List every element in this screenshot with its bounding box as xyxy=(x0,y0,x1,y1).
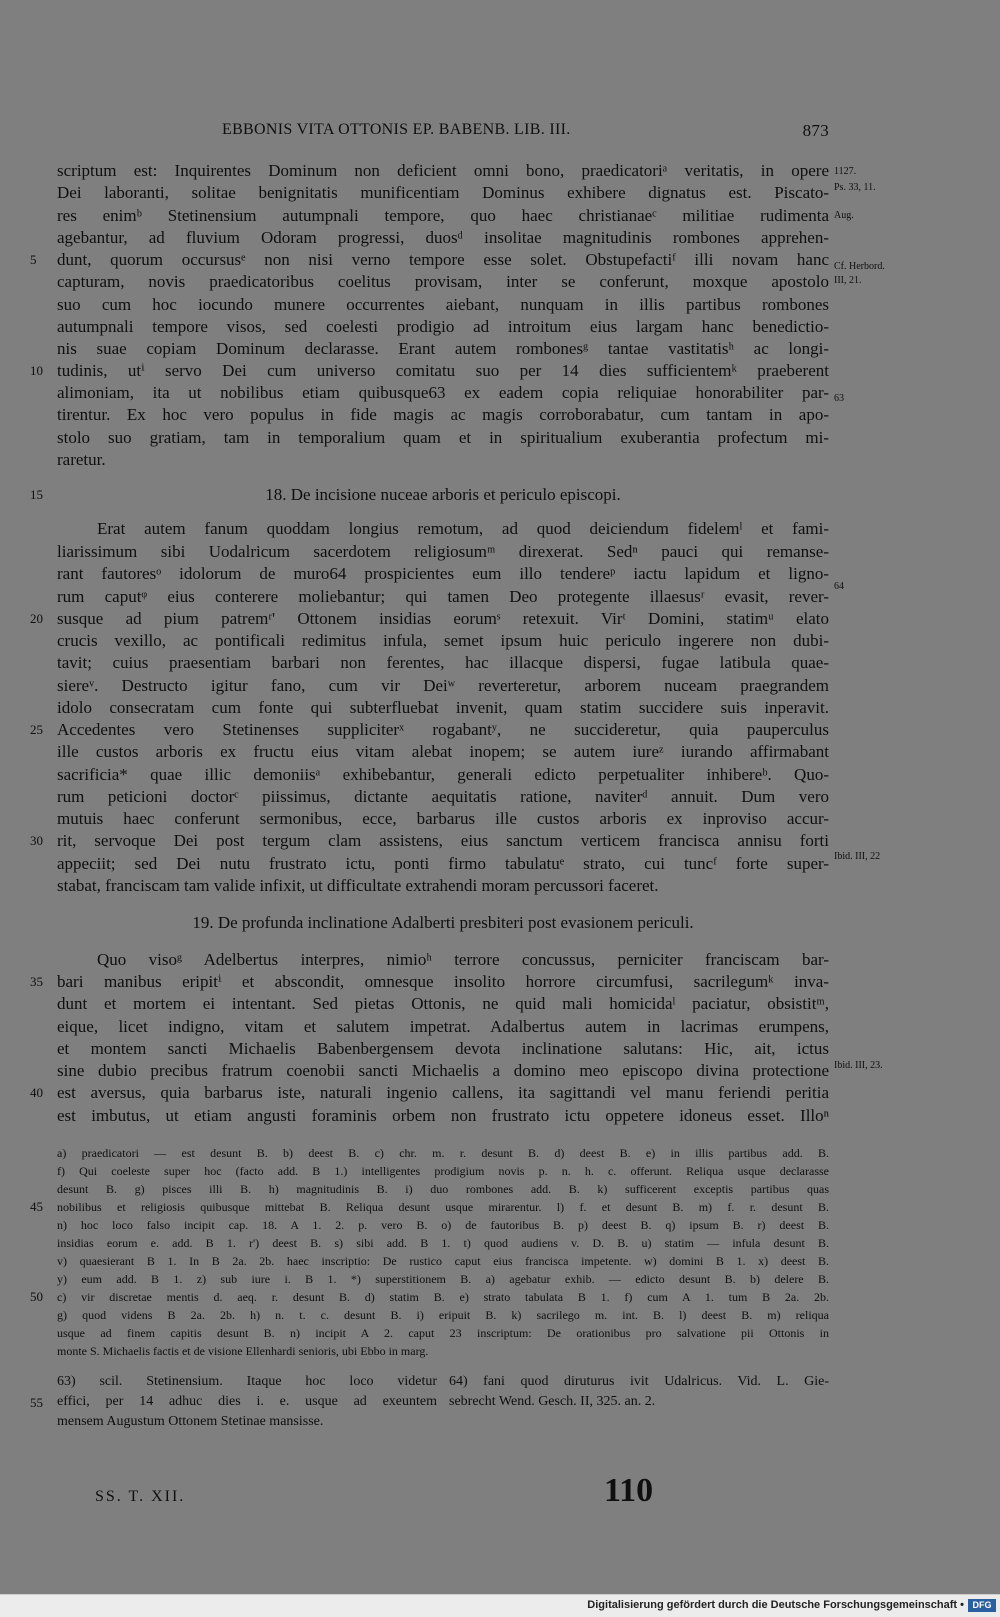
text-line: appeciit; sed Dei nutu frustrato ictu, ponti firmo tabulatuᵉ strato, cui tuncᶠ forte super- xyxy=(57,854,829,873)
margin-note: Ibid. III, 22 xyxy=(834,851,881,862)
text-line: dunt et mortem ei intentant. Sed pietas Ottonis, ne quid mali homicidaˡ paciatur, obsistitᵐ, xyxy=(57,994,829,1013)
text-line: rant fautoresᵒ idolorum de muro64 prospicientes eum illo tendereᵖ iactu lapidum et ligno- xyxy=(57,564,829,583)
comment-note-line: mensem Augustum Ottonem Stetinae mansisse. xyxy=(57,1414,324,1429)
footnote-line: f) Qui coeleste super hoc (facto add. B 1.) intelligentes prodigium novis p. n. h. c. offerunt. Reliqua usque declarasse xyxy=(57,1164,829,1178)
dfg-logo: DFG xyxy=(968,1599,996,1612)
text-line: nis suae copiam Dominum declarasse. Erant autem rombonesᵍ tantae vastitatisʰ ac longi- xyxy=(57,339,829,358)
text-line: susque ad pium patremʳ' Ottonem insidias eorumˢ retexuit. Virᵗ Domini, statimᵘ elato xyxy=(57,609,829,628)
margin-note: Aug. xyxy=(834,210,854,221)
text-line: sine dubio precibus fratrum coenobii sancti Michaelis a domino meo episcopo divina protectione xyxy=(57,1061,829,1080)
chapter-heading: 18. De incisione nuceae arboris et periculo episcopi. xyxy=(265,485,621,504)
footnote-line: y) eum add. B 1. z) sub iure i. B 1. *) superstitionem B. a) agebatur exhib. — edicto desunt B. b) delere B. xyxy=(57,1272,829,1286)
line-number: 20 xyxy=(30,611,43,626)
text-line: liarissimum sibi Uodalricum sacerdotem religiosumᵐ direxerat. Sedⁿ pauci qui remanse- xyxy=(57,542,829,561)
text-line: siereᵛ. Destructo igitur fano, cum vir Deiʷ reverteretur, arborem nuceam praegrandem xyxy=(57,676,829,695)
line-number: 25 xyxy=(30,722,43,737)
text-line: dunt, quorum occursusᵉ non nisi verno tempore esse solet. Obstupefactiᶠ illi novam hanc xyxy=(57,250,829,269)
text-line: ille custos arboris ex fructu eius vitam alebat inopem; se autem iureᶻ iurando affirmabant xyxy=(57,742,829,761)
text-line: est aversus, quia barbarus iste, naturali ingenio callens, ita sagittandi vel manu feriendi peritia xyxy=(57,1083,829,1102)
text-line: tirentur. Ex hoc vero populus in fide magis ac magis corroborabatur, cum tantam in apo- xyxy=(57,405,829,424)
chapter-heading: 19. De profunda inclinatione Adalberti presbiteri post evasionem periculi. xyxy=(192,913,694,932)
text-line: sacrificia* quae illic demoniisᵃ exhibebantur, generali edicto perpetualiter inhibereᵇ. Quo- xyxy=(57,765,829,784)
text-line: idolo consecratam cum fonte qui subterfluebat invenit, quam statim succidere suis inperavit. xyxy=(57,698,829,717)
text-line: tudinis, utⁱ servo Dei cum universo comitatu suo per 14 dies sufficientemᵏ praeberent xyxy=(57,361,829,380)
text-line: rum caputᵠ eius conterere moliebantur; qui tamen Deo protegente illaesusʳ evasit, rever- xyxy=(57,587,829,606)
footnote-line: g) quod videns B 2a. 2b. h) n. t. c. desunt B. i) eripuit B. k) sacrilego m. int. B. l) deest B. m) reliqua xyxy=(57,1308,829,1322)
line-number: 45 xyxy=(30,1199,43,1214)
comment-note-line: 64) fani quod diruturus ivit Udalricus. Vid. L. Gie- xyxy=(449,1374,829,1389)
margin-note: Cf. Herbord. xyxy=(834,261,885,272)
text-line: et montem sancti Michaelis Babenbergensem devota inclinatione salutans: Hic, ait, ictus xyxy=(57,1039,829,1058)
margin-note: 64 xyxy=(834,581,844,592)
text-line: rit, servoque Dei post tergum clam assistens, eius sanctum verticem francisca annisu forti xyxy=(57,831,829,850)
text-line: Dei laboranti, solitae benignitatis munificentiam Dominus exhibere dignatus est. Piscato- xyxy=(57,183,829,202)
text-line: Erat autem fanum quoddam longius remotum, ad quod deiciendum fidelemˡ et fami- xyxy=(97,519,829,538)
page-number: 873 xyxy=(802,121,829,140)
line-number: 55 xyxy=(30,1395,43,1410)
comment-note-line: 63) scil. Stetinensium. Itaque hoc loco videtur xyxy=(57,1374,437,1389)
footnote-line: monte S. Michaelis factis et de visione Ellenhardi senioris, ubi Ebbo in marg. xyxy=(57,1344,429,1358)
line-number: 30 xyxy=(30,833,43,848)
text-line: capturam, novis praedicatoribus coelitus provisam, inter se conferunt, moxque apostolo xyxy=(57,272,829,291)
text-line: agebantur, ad fluvium Odoram progressi, duosᵈ insolitae magnitudinis rombones apprehen- xyxy=(57,228,829,247)
line-number: 40 xyxy=(30,1085,43,1100)
margin-note: Ps. 33, 11. xyxy=(834,182,876,193)
line-number: 10 xyxy=(30,363,43,378)
margin-note: 1127. xyxy=(834,166,857,177)
sheet-number: 110 xyxy=(604,1472,654,1509)
text-line: crucis vexillo, ac pontificali redimitus infula, semet ipsum huic periculo ingerere non dubi- xyxy=(57,631,829,650)
comment-note-line: sebrecht Wend. Gesch. II, 325. an. 2. xyxy=(449,1394,656,1409)
text-line: stabat, franciscam tam valide infixit, ut difficultate extrahendi moram percussori faceret. xyxy=(57,876,659,895)
comment-note-line: effici, per 14 adhuc dies i. e. usque ad exeuntem xyxy=(57,1394,437,1409)
text-line: raretur. xyxy=(57,450,106,469)
footnote-line: a) praedicatori — est desunt B. b) deest B. c) chr. m. r. desunt B. d) deest B. e) in illis partibus add. B. xyxy=(57,1146,829,1160)
margin-note: 63 xyxy=(834,393,844,404)
footnote-line: desunt B. g) pisces illi B. h) magnitudinis B. i) duo rombones add. B. k) sufficerent exceptis partibus quas xyxy=(57,1182,829,1196)
footnote-line: n) hoc loco falso incipit cap. 18. A 1. 2. p. vero B. o) de fautoribus B. p) deest B. q) ipsum B. r) deest B. xyxy=(57,1218,829,1232)
footnote-line: c) vir discretae mentis d. aeq. r. desunt B. d) statim B. e) strato tabulata B 1. f) cum A 1. tum B 2a. 2b. xyxy=(57,1290,829,1304)
footnote-line: usque ad finem capitis desunt B. n) incipit A 2. caput 23 inscriptum: De orationibus pro salvatione pii Ottonis in xyxy=(57,1326,829,1340)
line-number: 50 xyxy=(30,1289,43,1304)
footnote-line: nobilibus et religiosis quibusque mittebat B. Reliqua desunt usque mirarentur. l) f. et desunt B. m) f. r. desunt B. xyxy=(57,1200,829,1214)
running-title: EBBONIS VITA OTTONIS EP. BABENB. LIB. III. xyxy=(222,121,571,138)
running-header xyxy=(57,121,829,143)
text-line: scriptum est: Inquirentes Dominum non deficient omni bono, praedicatoriᵃ veritatis, in opere xyxy=(57,161,829,180)
text-line: bari manibus eripitⁱ et abscondit, omnesque insolito horrore circumfusi, sacrilegumᵏ inva- xyxy=(57,972,829,991)
footnote-line: v) quaesierant B 1. In B 2a. 2b. haec inscriptio: De rustico caput eius francisca impetente. w) domini B 1. x) deest B. xyxy=(57,1254,829,1268)
text-line: Quo visoᵍ Adelbertus interpres, nimioʰ terrore concussus, perniciter franciscam bar- xyxy=(97,950,829,969)
sheet-signature: SS. T. XII. xyxy=(95,1488,186,1505)
margin-note: Ibid. III, 23. xyxy=(834,1060,883,1071)
footnote-line: insidias eorum e. add. B 1. r') deest B. s) sibi add. B 1. t) quod audiens v. D. B. u) statim — infula desunt B. xyxy=(57,1236,829,1250)
text-line: suo cum hoc iocundo munere occurrentes aiebant, nunquam in illis partibus rombones xyxy=(57,295,829,314)
line-number: 15 xyxy=(30,487,43,502)
text-line: eique, licet indigno, vitam et salutem impetrat. Adalbertus autem in lacrimas erumpens, xyxy=(57,1017,829,1036)
text-line: Accedentes vero Stetinenses suppliciterˣ rogabantʸ, ne succideretur, quia pauperculus xyxy=(57,720,829,739)
text-line: alimoniam, ita ut nobilibus etiam quibusque63 ex eadem copia reliquiae honorabiliter par- xyxy=(57,383,829,402)
text-line: rum peticioni doctorᶜ piissimus, dictante aequitatis ratione, naviterᵈ annuit. Dum vero xyxy=(57,787,829,806)
text-line: res enimᵇ Stetinensium autumpnali tempore, quo haec christianaeᶜ militiae rudimenta xyxy=(57,206,829,225)
margin-note: III, 21. xyxy=(834,275,862,286)
text-line: tavit; cuius praesentiam barbari non ferentes, hac illacque dispersi, fugae latibula quae- xyxy=(57,653,829,672)
digitization-banner xyxy=(0,1594,1000,1617)
line-number: 35 xyxy=(30,974,43,989)
banner-text: Digitalisierung gefördert durch die Deutsche Forschungsgemeinschaft • xyxy=(587,1599,964,1611)
text-line: mutuis haec conferunt sermonibus, ecce, barbarus ille custos arboris ex inproviso accur- xyxy=(57,809,829,828)
text-line: stolo suo gratiam, tam in temporalium quam et in spiritualium exuberantia profectum mi- xyxy=(57,428,829,447)
text-line: autumpnali tempore visos, sed coelesti prodigio ad introitum eius largam hanc benedictio- xyxy=(57,317,829,336)
line-number: 5 xyxy=(30,252,37,267)
text-line: est imbutus, ut etiam angusti foraminis orbem non frustrato ictu oppetere idoneus esset. Illoⁿ xyxy=(57,1106,829,1125)
